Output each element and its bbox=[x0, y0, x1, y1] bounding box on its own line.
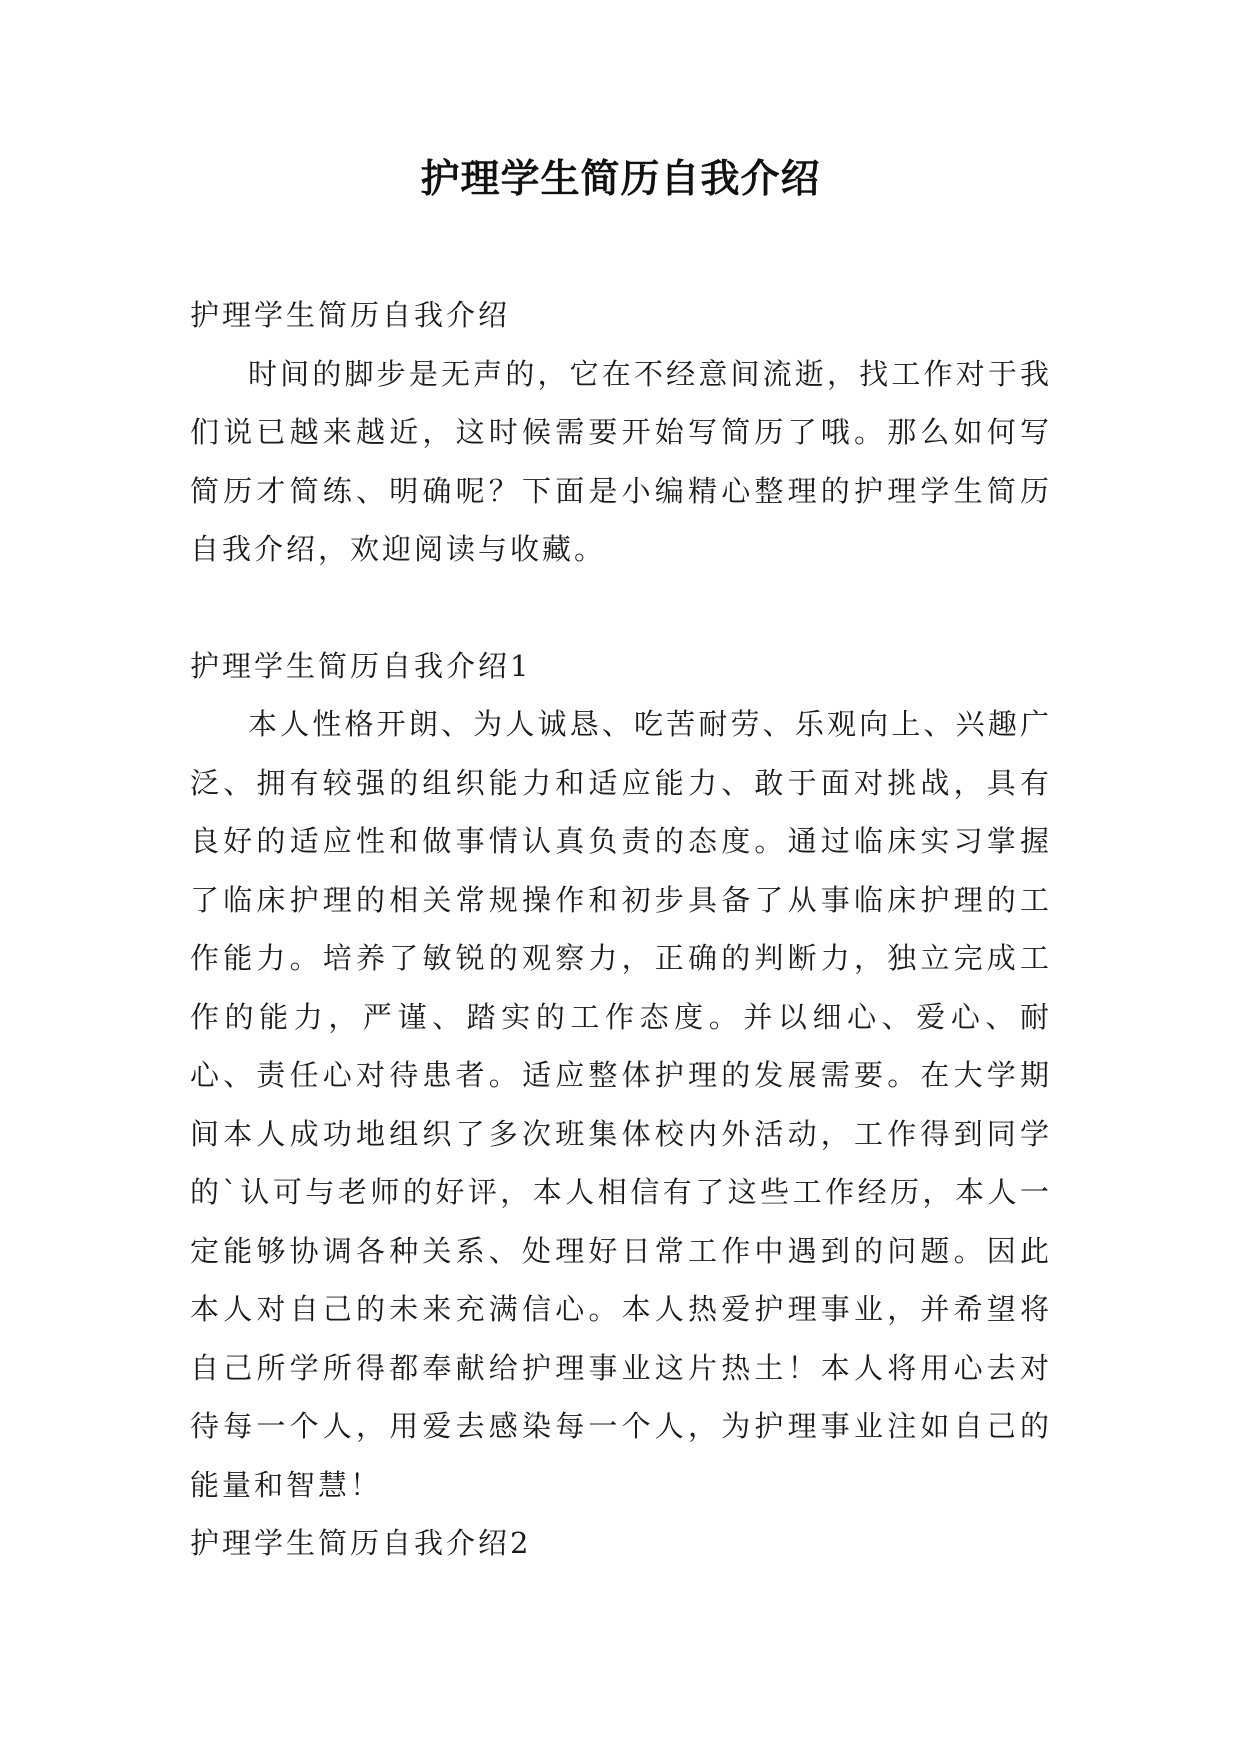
section-heading-2: 护理学生简历自我介绍2 bbox=[190, 1526, 532, 1560]
section-paragraph-1: 本人性格开朗、为人诚恳、吃苦耐劳、乐观向上、兴趣广泛、拥有较强的组织能力和适应能力、敢于面对挑战，具有良好的适应性和做事情认真负责的态度。通过临床实习掌握了临床护理的相关常规操作和初步具备了从事临床护理的工作能力。培养了敏锐的观察力，正确的判断力，独立完成工作的能力，严谨、踏实的工作态度。并以细心、爱心、耐心、责任心对待患者。适应整体护理的发展需要。在大学期间本人成功地组织了多次班集体校内外活动，工作得到同学的`认可与老师的好评，本人相信有了这些工作经历，本人一定能够协调各种关系、处理好日常工作中遇到的问题。因此本人对自己的未来充满信心。本人热爱护理事业，并希望将自己所学所得都奉献给护理事业这片热土！本人将用心去对待每一个人，用爱去感染每一个人，为护理事业注如自己的能量和智慧！ bbox=[190, 707, 1052, 1502]
paragraph-spacer bbox=[190, 579, 1052, 637]
document-title: 护理学生简历自我介绍 bbox=[420, 157, 821, 202]
section-label: 护理学生简历自我介绍 bbox=[190, 298, 511, 332]
section-heading-1: 护理学生简历自我介绍1 bbox=[190, 648, 532, 683]
document-body bbox=[190, 286, 1052, 1573]
intro-paragraph: 时间的脚步是无声的，它在不经意间流逝，找工作对于我们说已越来越近，这时候需要开始写简历了哦。那么如何写简历才简练、明确呢？下面是小编精心整理的护理学生简历自我介绍，欢迎阅读与收藏。 bbox=[190, 356, 1052, 566]
